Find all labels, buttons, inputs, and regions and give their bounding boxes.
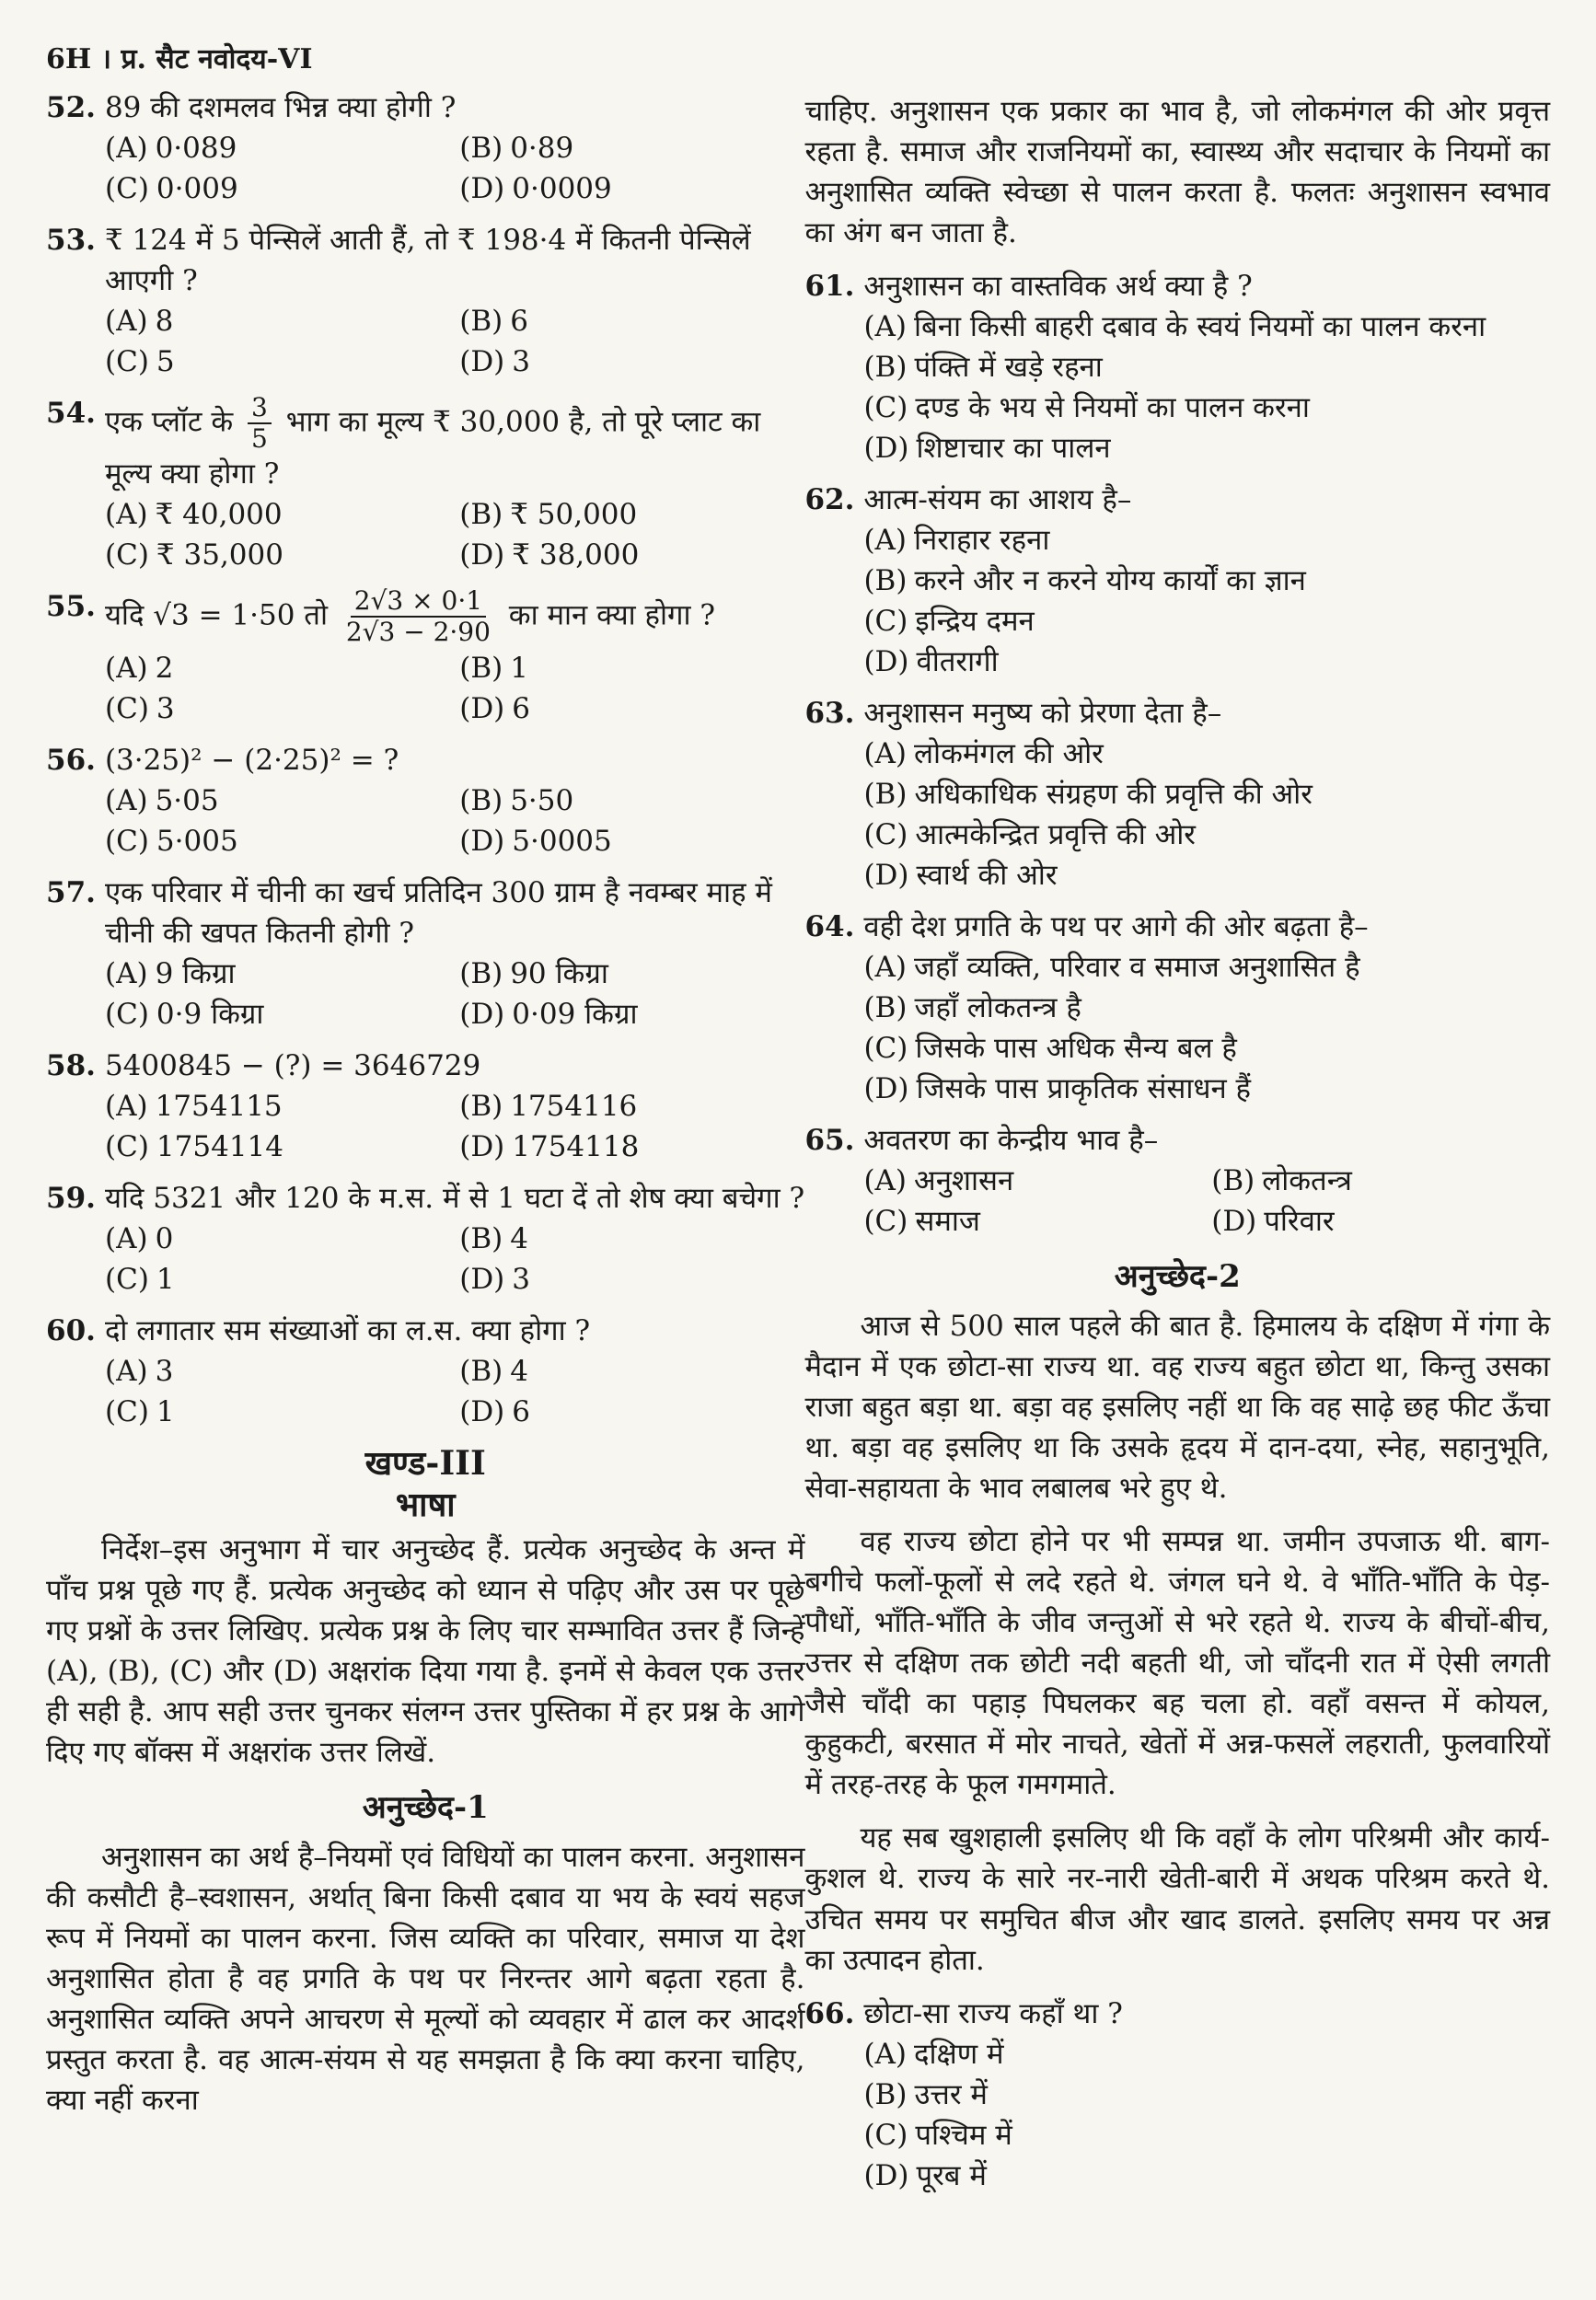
question-text: भाग का मूल्य ₹ 30,000 है, तो पूरे प्लाट का मूल्य क्या होगा ? — [104, 405, 761, 491]
option — [863, 1201, 1202, 1242]
option-label: (C) — [105, 824, 149, 858]
option — [863, 387, 1550, 428]
option-label: (B) — [459, 1221, 503, 1255]
option-text: 1754115 — [155, 1089, 283, 1123]
option-label: (A) — [105, 1354, 148, 1388]
option — [105, 994, 450, 1034]
option-label: (B) — [459, 1354, 503, 1388]
option-label: (C) — [863, 604, 908, 638]
question-54 — [46, 393, 804, 575]
question — [804, 693, 1550, 896]
option-label: (A) — [863, 950, 908, 984]
option-text: जिसके पास प्राकृतिक संसाधन हैं — [916, 1071, 1251, 1105]
option-text: 4 — [510, 1354, 528, 1388]
passage-2-paragraph: आज से 500 साल पहले की बात है. हिमालय के दक्षिण में गंगा के मैदान में एक छोटा-सा राज्य था. वह राज्य बहुत छोटा था, किन्तु उसका राजा बहुत बड़ा था. बड़ा वह इसलिए नहीं था कि वह साढ़े छह फीट ऊँचा था. बड़ा वह इसलिए था कि उसके हृदय में दान-दया, स्नेह, सहानुभूति, सेवा-सहायता के भाव लबालब भरे हुए थे. — [804, 1310, 1550, 1506]
option — [105, 821, 450, 861]
options — [46, 648, 804, 729]
option — [105, 341, 450, 382]
option-text: 3 — [512, 1262, 530, 1296]
options — [46, 780, 804, 861]
option — [105, 494, 450, 535]
option — [105, 1351, 450, 1392]
option-text: वीतरागी — [916, 644, 999, 678]
option-label: (C) — [863, 390, 908, 424]
options — [46, 1086, 804, 1167]
section-subtitle: भाषा — [395, 1485, 456, 1524]
option-text: शिष्टाचार का पालन — [916, 431, 1111, 465]
question — [46, 1311, 804, 1432]
option-label: (D) — [863, 1071, 909, 1105]
option-text: जहाँ व्यक्ति, परिवार व समाज अनुशासित है — [914, 950, 1360, 984]
question-number: 64. — [804, 909, 855, 943]
option-text: पूरब में — [916, 2158, 987, 2192]
option — [459, 1392, 804, 1432]
option-label: (B) — [459, 498, 503, 532]
question-text: का मान क्या होगा ? — [508, 598, 716, 632]
question-text: यदि √3 = 1·50 तो — [104, 598, 328, 632]
question-text: एक प्लॉट के — [104, 405, 234, 439]
question — [804, 480, 1550, 682]
option-text: 0·089 — [155, 131, 237, 165]
option-label: (C) — [105, 1129, 149, 1163]
option — [459, 688, 804, 729]
option-label: (B) — [459, 1089, 503, 1123]
option — [459, 1259, 804, 1300]
option-text: 2 — [155, 651, 174, 685]
option-label: (D) — [459, 1129, 505, 1163]
question — [46, 1046, 804, 1167]
option — [863, 1069, 1550, 1109]
option-label: (A) — [105, 651, 148, 685]
option — [105, 1127, 450, 1167]
option — [863, 2034, 1550, 2075]
options — [804, 2034, 1550, 2196]
option-text: अधिकाधिक संग्रहण की प्रवृत्ति की ओर — [914, 777, 1313, 811]
option-text: पंक्ति में खड़े रहना — [914, 350, 1103, 384]
option-text: दक्षिण में — [914, 2037, 1004, 2071]
fraction-denominator: 5 — [251, 422, 268, 454]
option-text: 1754116 — [510, 1089, 638, 1123]
option — [863, 947, 1550, 988]
option-label: (D) — [863, 644, 909, 678]
question-text: ₹ 124 में 5 पेन्सिलें आती हैं, तो ₹ 198·4 में कितनी पेन्सिलें आएगी ? — [104, 223, 751, 297]
option-label: (A) — [863, 736, 908, 770]
option — [1211, 1201, 1550, 1242]
option — [459, 994, 804, 1034]
option — [105, 128, 450, 168]
question — [804, 266, 1550, 468]
option — [105, 1259, 450, 1300]
option-label: (B) — [863, 777, 908, 811]
option — [459, 1127, 804, 1167]
options — [804, 1161, 1550, 1242]
option-label: (C) — [105, 538, 149, 572]
question-number: 52. — [46, 90, 96, 124]
option-label: (D) — [459, 1394, 505, 1428]
question-number: 57. — [46, 875, 96, 909]
option-text: 5·0005 — [512, 824, 612, 858]
option-label: (C) — [105, 344, 149, 378]
options — [46, 1219, 804, 1300]
question-number: 59. — [46, 1181, 96, 1215]
option-label: (B) — [863, 990, 908, 1024]
question-text: छोटा-सा राज्य कहाँ था ? — [863, 1996, 1123, 2030]
option — [105, 1086, 450, 1127]
option-text: ₹ 50,000 — [510, 498, 638, 532]
option-label: (A) — [105, 1089, 148, 1123]
option — [863, 988, 1550, 1028]
options — [804, 734, 1550, 896]
option-label: (B) — [863, 2077, 908, 2111]
option — [459, 128, 804, 168]
option-label: (C) — [863, 817, 908, 851]
question-text: अनुशासन का वास्तविक अर्थ क्या है ? — [863, 269, 1253, 303]
option — [863, 1028, 1550, 1069]
option-text: 5·05 — [155, 783, 219, 817]
options — [804, 947, 1550, 1109]
option — [863, 561, 1550, 601]
options — [46, 301, 804, 382]
question — [46, 1178, 804, 1300]
option — [459, 1086, 804, 1127]
option — [863, 641, 1550, 682]
option-label: (A) — [105, 956, 148, 990]
option-text: 0·0009 — [512, 171, 612, 205]
question — [46, 873, 804, 1034]
option-label: (D) — [1211, 1205, 1257, 1238]
option-label: (D) — [863, 858, 909, 892]
option-text: 0·9 किग्रा — [156, 997, 264, 1031]
option — [863, 855, 1550, 896]
question-text: (3·25)² − (2·25)² = ? — [104, 743, 399, 777]
options — [46, 954, 804, 1034]
option — [863, 601, 1550, 641]
option-text: 1 — [156, 1394, 175, 1428]
option-text: 1754114 — [156, 1129, 283, 1163]
option — [863, 520, 1550, 561]
option-text: 9 किग्रा — [155, 956, 236, 990]
option-label: (A) — [105, 498, 148, 532]
option-text: ₹ 40,000 — [155, 498, 283, 532]
option-text: बिना किसी बाहरी दबाव के स्वयं नियमों का पालन करना — [914, 309, 1486, 343]
option-label: (B) — [863, 350, 908, 384]
option-label: (A) — [105, 304, 148, 338]
option-text: लोकतन्त्र — [1262, 1163, 1352, 1197]
option-label: (B) — [459, 304, 503, 338]
option-text: 5·50 — [510, 783, 574, 817]
passage-1-text: अनुशासन का अर्थ है–नियमों एवं विधियों का पालन करना. अनुशासन की कसौटी है–स्वशासन, अर्थात् बिना किसी दबाव या भय के स्वयं सहज रूप में नियमों का पालन करना. जिस व्यक्ति का परिवार, समाज या देश अनुशासित होता है वह प्रगति के पथ पर निरन्तर आगे बढ़ता रहता है. अनुशासित व्यक्ति अपने आचरण से मूल्यों को व्यवहार में ढाल कर आदर्श प्रस्तुत करता है. वह आत्म-संयम से यह समझता है कि क्या करना चाहिए, क्या नहीं करना — [46, 1841, 805, 2118]
option — [105, 648, 450, 688]
option — [863, 306, 1550, 347]
option-text: 0·09 किग्रा — [512, 997, 638, 1031]
question — [46, 220, 804, 382]
option — [863, 347, 1550, 387]
option — [863, 2156, 1550, 2196]
option-label: (B) — [459, 651, 503, 685]
option-label: (D) — [459, 1262, 505, 1296]
question-number: 56. — [46, 743, 96, 777]
question — [804, 907, 1550, 1109]
question-text: वही देश प्रगति के पथ पर आगे की ओर बढ़ता है– — [863, 909, 1369, 943]
option-label: (C) — [863, 2118, 908, 2152]
option-text: 3 — [155, 1354, 174, 1388]
option — [105, 780, 450, 821]
option-text: 0·009 — [156, 171, 238, 205]
option — [459, 821, 804, 861]
option — [863, 815, 1550, 855]
question-text: 5400845 − (?) = 3646729 — [104, 1048, 481, 1082]
question-55 — [46, 586, 804, 728]
passage-2-paragraph: यह सब खुशहाली इसलिए थी कि वहाँ के लोग परिश्रमी और कार्य-कुशल थे. राज्य के सारे नर-नारी खेती-बारी में अथक परिश्रम करते थे. उचित समय पर समुचित बीज और खाद डालते. इसलिए समय पर अन्न का उत्पादन होता. — [804, 1821, 1550, 1977]
option — [863, 2075, 1550, 2115]
option-text: परिवार — [1264, 1205, 1335, 1238]
option — [459, 1219, 804, 1259]
option-text: दण्ड के भय से नियमों का पालन करना — [915, 390, 1310, 424]
option — [105, 535, 450, 575]
page-header: 6H । प्र. सैट नवोदय-VI — [46, 43, 313, 75]
question-number: 65. — [804, 1123, 855, 1157]
question-text: 89 की दशमलव भिन्न क्या होगी ? — [104, 90, 457, 124]
option-text: 0·89 — [510, 131, 574, 165]
option-text: 5 — [156, 344, 175, 378]
option-label: (A) — [863, 1163, 908, 1197]
passage-1-continued: चाहिए. अनुशासन एक प्रकार का भाव है, जो लोकमंगल की ओर प्रवृत्त रहता है. समाज और राजनियमों का, स्वास्थ्य और सदाचार के नियमों का अनुशासित व्यक्ति स्वेच्छा से पालन करता है. फलतः अनुशासन स्वभाव का अंग बन जाता है. — [804, 94, 1550, 249]
option — [863, 2115, 1550, 2156]
option — [459, 341, 804, 382]
options — [46, 494, 804, 575]
option — [863, 428, 1550, 468]
question-number: 62. — [804, 482, 855, 516]
option-text: इन्द्रिय दमन — [915, 604, 1035, 638]
section-title: खण्ड-III — [364, 1443, 486, 1483]
option-label: (B) — [459, 131, 503, 165]
option — [863, 1161, 1202, 1201]
option-text: पश्चिम में — [915, 2118, 1012, 2152]
option — [105, 301, 450, 341]
option-label: (C) — [105, 1394, 149, 1428]
option-label: (D) — [863, 431, 909, 465]
question-number: 53. — [46, 223, 96, 257]
option-label: (A) — [863, 309, 908, 343]
fraction-numerator: 2√3 × 0·1 — [351, 586, 486, 618]
options — [46, 1351, 804, 1432]
question-65 — [804, 1120, 1550, 1242]
option-label: (A) — [105, 131, 148, 165]
option-text: 1 — [510, 651, 528, 685]
option-label: (D) — [459, 691, 505, 725]
options — [46, 128, 804, 209]
option-text: 4 — [510, 1221, 528, 1255]
instructions: निर्देश–इस अनुभाग में चार अनुच्छेद हैं. प्रत्येक अनुच्छेद के अन्त में पाँच प्रश्न पूछे गए हैं. प्रत्येक अनुच्छेद को ध्यान से पढ़िए और उस पर पूछे गए प्रश्नों के उत्तर लिखिए. प्रत्येक प्रश्न के लिए चार सम्भावित उत्तर हैं जिन्हें (A), (B), (C) और (D) अक्षरांक दिया गया है. इनमें से केवल एक उत्तर ही सही है. आप सही उत्तर चुनकर संलग्न उत्तर पुस्तिका में हर प्रश्न के आगे दिए गए बॉक्स में अक्षरांक उत्तर लिखें. — [46, 1532, 805, 1769]
question-text: आत्म-संयम का आशय है– — [863, 482, 1132, 516]
options — [804, 306, 1550, 468]
option-text: जिसके पास अधिक सैन्य बल है — [915, 1031, 1237, 1065]
option-label: (C) — [105, 691, 149, 725]
option-label: (C) — [105, 171, 149, 205]
option — [1211, 1161, 1550, 1201]
option-label: (D) — [459, 344, 505, 378]
option-label: (A) — [105, 783, 148, 817]
question-66 — [804, 1994, 1550, 2196]
option — [105, 954, 450, 994]
option — [105, 168, 450, 209]
option-label: (B) — [459, 783, 503, 817]
option-label: (D) — [459, 997, 505, 1031]
fraction-denominator: 2√3 − 2·90 — [345, 617, 491, 648]
fraction-numerator: 3 — [248, 393, 272, 424]
option-text: 0 — [155, 1221, 174, 1255]
option-text: 1 — [156, 1262, 175, 1296]
option — [459, 954, 804, 994]
fraction — [342, 586, 494, 647]
passage-2-paragraph: वह राज्य छोटा होने पर भी सम्पन्न था. जमीन उपजाऊ थी. बाग-बगीचे फलों-फूलों से लदे रहते थे. जंगल घने थे. वे भाँति-भाँति के पेड़-पौधों, भाँति-भाँति के जीव जन्तुओं से भरे रहते थे. राज्य के बीचों-बीच, उत्तर से दक्षिण तक छोटी नदी बहती थी, जो चाँदनी रात में ऐसी लगती जैसे चाँदी का पहाड़ पिघलकर बह चला हो. वहाँ वसन्त में कोयल, कुहुकटी, बरसात में मोर नाचते, खेतों में अन्न-फसलें लहराती, फुलवारियों में तरह-तरह के फूल गमगमाते. — [804, 1525, 1550, 1802]
option-label: (A) — [863, 523, 908, 557]
left-column — [46, 87, 804, 2207]
option — [459, 535, 804, 575]
option-label: (A) — [105, 1221, 148, 1255]
question-number: 55. — [46, 590, 96, 624]
question-text: अवतरण का केन्द्रीय भाव है– — [863, 1123, 1159, 1157]
option — [105, 1392, 450, 1432]
option-label: (C) — [105, 997, 149, 1031]
option — [863, 774, 1550, 815]
option-text: ₹ 38,000 — [512, 538, 640, 572]
fraction — [248, 393, 272, 454]
question-text: अनुशासन मनुष्य को प्रेरणा देता है– — [863, 696, 1222, 730]
option-text: करने और न करने योग्य कार्यों का ज्ञान — [914, 563, 1306, 597]
option-label: (B) — [459, 956, 503, 990]
option-text: 8 — [155, 304, 174, 338]
option-text: 90 किग्रा — [510, 956, 608, 990]
option-label: (B) — [863, 563, 908, 597]
option-text: 1754118 — [512, 1129, 640, 1163]
option — [459, 780, 804, 821]
option — [459, 1351, 804, 1392]
option-text: जहाँ लोकतन्त्र है — [914, 990, 1081, 1024]
question-text: दो लगातार सम संख्याओं का ल.स. क्या होगा ? — [104, 1313, 591, 1347]
option-text: 5·005 — [156, 824, 238, 858]
question-text: यदि 5321 और 120 के म.स. में से 1 घटा दें तो शेष क्या बचेगा ? — [104, 1181, 805, 1215]
option — [459, 494, 804, 535]
option — [459, 301, 804, 341]
option-label: (C) — [105, 1262, 149, 1296]
option-text: 3 — [156, 691, 175, 725]
option-text: आत्मकेन्द्रित प्रवृत्ति की ओर — [915, 817, 1196, 851]
option-text: 6 — [512, 1394, 530, 1428]
option-text: 6 — [510, 304, 528, 338]
question — [46, 740, 804, 861]
option-label: (D) — [459, 171, 505, 205]
option-text: समाज — [915, 1205, 980, 1238]
question-text: एक परिवार में चीनी का खर्च प्रतिदिन 300 ग्राम है नवम्बर माह में चीनी की खपत कितनी होगी ? — [104, 875, 772, 950]
option-text: लोकमंगल की ओर — [914, 736, 1104, 770]
option-label: (D) — [863, 2158, 909, 2192]
option-text: अनुशासन — [914, 1163, 1014, 1197]
option — [459, 648, 804, 688]
passage-1-title: अनुच्छेद-1 — [362, 1788, 489, 1826]
option-label: (A) — [863, 2037, 908, 2071]
option — [863, 734, 1550, 774]
option — [105, 688, 450, 729]
question-number: 60. — [46, 1313, 96, 1347]
option-label: (D) — [459, 824, 505, 858]
option-text: ₹ 35,000 — [156, 538, 283, 572]
question-number: 58. — [46, 1048, 96, 1082]
option-label: (C) — [863, 1031, 908, 1065]
question-number: 54. — [46, 396, 96, 430]
question — [46, 87, 804, 209]
option-text: 3 — [512, 344, 530, 378]
passage-2-title: अनुच्छेद-2 — [1114, 1258, 1241, 1296]
question-number: 63. — [804, 696, 855, 730]
option-label: (C) — [863, 1205, 908, 1238]
option — [105, 1219, 450, 1259]
option-text: निराहार रहना — [914, 523, 1050, 557]
question-number: 61. — [804, 269, 855, 303]
option-text: 6 — [512, 691, 530, 725]
option-label: (D) — [459, 538, 505, 572]
option-text: स्वार्थ की ओर — [916, 858, 1058, 892]
option — [459, 168, 804, 209]
question-number: 66. — [804, 1996, 855, 2030]
option-text: उत्तर में — [914, 2077, 988, 2111]
option-label: (B) — [1211, 1163, 1255, 1197]
options — [804, 520, 1550, 682]
right-column — [804, 87, 1550, 2207]
